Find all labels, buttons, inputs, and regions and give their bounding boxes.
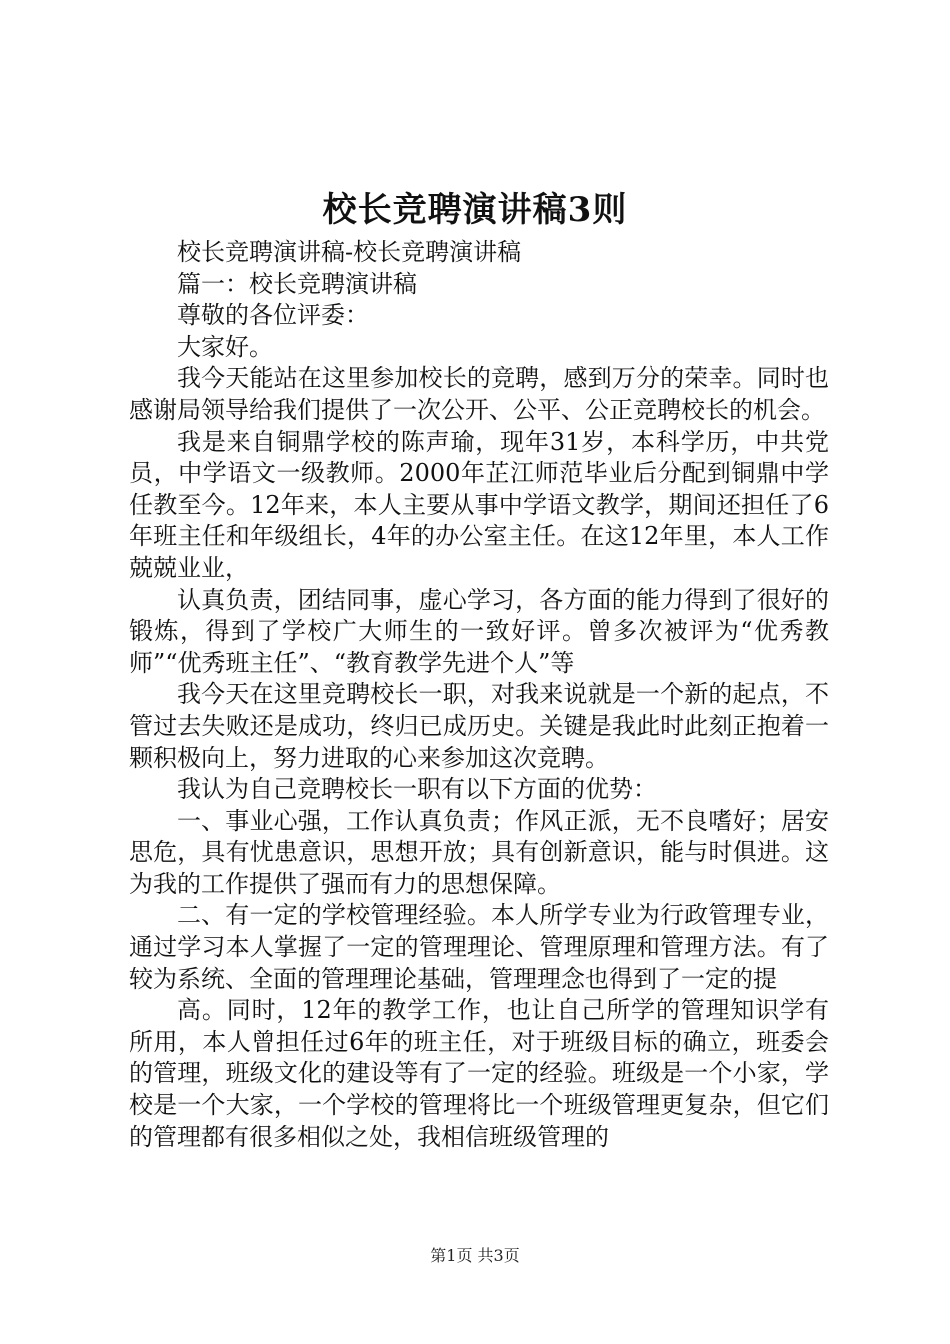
- paragraph: 我今天在这里竞聘校长一职，对我来说就是一个新的起点，不管过去失败还是成功，终归已成历史。关键是我此时此刻正抱着一颗积极向上，努力进取的心来参加这次竞聘。: [129, 680, 829, 772]
- document-body: [129, 237, 829, 1153]
- paragraph: 一、事业心强，工作认真负责；作风正派，无不良嗜好；居安思危，具有忧患意识，思想开放；具有创新意识，能与时俱进。这为我的工作提供了强而有力的思想保障。: [129, 806, 829, 898]
- paragraph: 二、有一定的学校管理经验。本人所学专业为行政管理专业，通过学习本人掌握了一定的管理理论、管理原理和管理方法。有了较为系统、全面的管理理论基础，管理理念也得到了一定的提: [129, 901, 829, 993]
- paragraph: 校长竞聘演讲稿-校长竞聘演讲稿: [177, 238, 522, 266]
- paragraph: 我今天能站在这里参加校长的竞聘，感到万分的荣幸。同时也感谢局领导给我们提供了一次公开、公平、公正竞聘校长的机会。: [129, 364, 829, 424]
- paragraph: 尊敬的各位评委：: [177, 301, 369, 330]
- paragraph: 认真负责，团结同事，虚心学习，各方面的能力得到了很好的锻炼，得到了学校广大师生的一致好评。曾多次被评为“优秀教师”“优秀班主任”、“教育教学先进个人”等: [129, 585, 829, 677]
- paragraph: 我认为自己竞聘校长一职有以下方面的优势：: [177, 775, 657, 804]
- paragraph: 篇一：校长竞聘演讲稿: [177, 269, 417, 298]
- paragraph: 大家好。: [177, 332, 273, 361]
- document-title: 校长竞聘演讲稿3则: [322, 190, 628, 230]
- paragraph: 高。同时，12年的教学工作，也让自己所学的管理知识学有所用，本人曾担任过6年的班主任，对于班级目标的确立，班委会的管理，班级文化的建设等有了一定的经验。班级是一个小家，学校是一个大家，一个学校的管理将比一个班级管理更复杂，但它们的管理都有很多相似之处，我相信班级管理的: [129, 996, 829, 1151]
- page-footer: 第1页 共3页: [430, 1246, 520, 1265]
- paragraph: 我是来自铜鼎学校的陈声瑜，现年31岁，本科学历，中共党员，中学语文一级教师。2000年芷江师范毕业后分配到铜鼎中学任教至今。12年来，本人主要从事中学语文教学，期间还担任了6年班主任和年级组长，4年的办公室主任。在这12年里，本人工作兢兢业业，: [129, 427, 829, 582]
